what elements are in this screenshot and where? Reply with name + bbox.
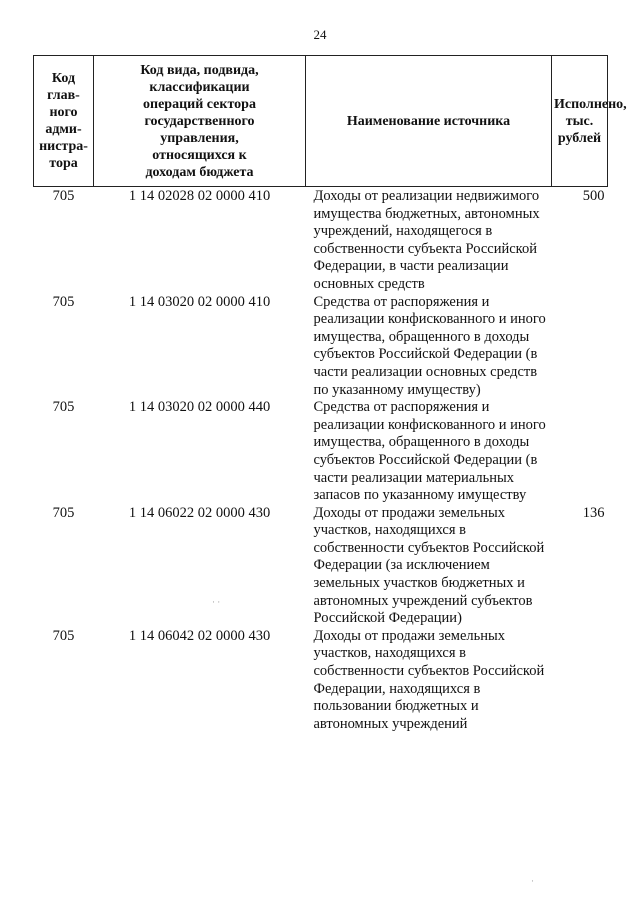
scan-speck: · · bbox=[212, 597, 221, 607]
cell-source-name: Средства от распоряжения и реализации конфискованного и иного имущества, обращенного в доходы субъектов Российской Федерации (в части реализации материальных запасов по указанному имуществу bbox=[313, 399, 546, 504]
cell-admin-code: 705 bbox=[52, 504, 75, 521]
scan-speck: · bbox=[531, 876, 534, 886]
header-classification: Код вида, подвида, классификации операций сектора государственного управления, относящихся к доходам бюджета bbox=[94, 56, 306, 187]
page-number: 24 bbox=[313, 27, 327, 42]
header-admin-code: Код глав- ного адми- нистра- тора bbox=[34, 56, 94, 187]
table-row bbox=[34, 187, 608, 294]
cell-classification: 1 14 03020 02 0000 440 bbox=[128, 399, 271, 416]
cell-classification: 1 14 06022 02 0000 430 bbox=[128, 504, 271, 521]
header-executed: Исполнено, тыс. рублей bbox=[552, 56, 608, 187]
cell-admin-code: 705 bbox=[52, 399, 75, 416]
cell-executed bbox=[552, 294, 608, 400]
cell-executed: 136 bbox=[582, 504, 605, 521]
table-row bbox=[34, 294, 608, 400]
cell-admin-code: 705 bbox=[52, 293, 75, 310]
header-source-name: Наименование источника bbox=[306, 56, 552, 187]
cell-source-name: Средства от распоряжения и реализации конфискованного и иного имущества, обращенного в доходы субъектов Российской Федерации (в части реализации основных средств по указанному имуществу) bbox=[313, 293, 546, 398]
table-header-row bbox=[34, 56, 608, 187]
table-row bbox=[34, 505, 608, 628]
cell-executed bbox=[552, 628, 608, 734]
cell-source-name: Доходы от продажи земельных участков, находящихся в собственности субъектов Российской Федерации, находящихся в пользовании бюджетных и автономных учреждений bbox=[313, 627, 545, 732]
cell-source-name: Доходы от продажи земельных участков, находящихся в собственности субъектов Российской Федерации (за исключением земельных участков бюджетных и автономных учреждений субъектов Российской Федерации) bbox=[313, 504, 545, 627]
cell-classification: 1 14 03020 02 0000 410 bbox=[128, 293, 271, 310]
cell-admin-code: 705 bbox=[52, 627, 75, 644]
cell-admin-code: 705 bbox=[52, 188, 75, 204]
table-row bbox=[34, 399, 608, 505]
cell-executed: 500 bbox=[582, 188, 605, 204]
cell-classification: 1 14 02028 02 0000 410 bbox=[128, 188, 271, 204]
cell-source-name: Доходы от реализации недвижимого имущества бюджетных, автономных учреждений, находящегося в собственности субъекта Российской Федерации, в части реализации основных средств bbox=[313, 188, 540, 292]
cell-executed bbox=[552, 399, 608, 505]
cell-classification: 1 14 06042 02 0000 430 bbox=[128, 627, 271, 644]
revenue-table bbox=[33, 55, 627, 733]
table-row bbox=[34, 628, 608, 734]
